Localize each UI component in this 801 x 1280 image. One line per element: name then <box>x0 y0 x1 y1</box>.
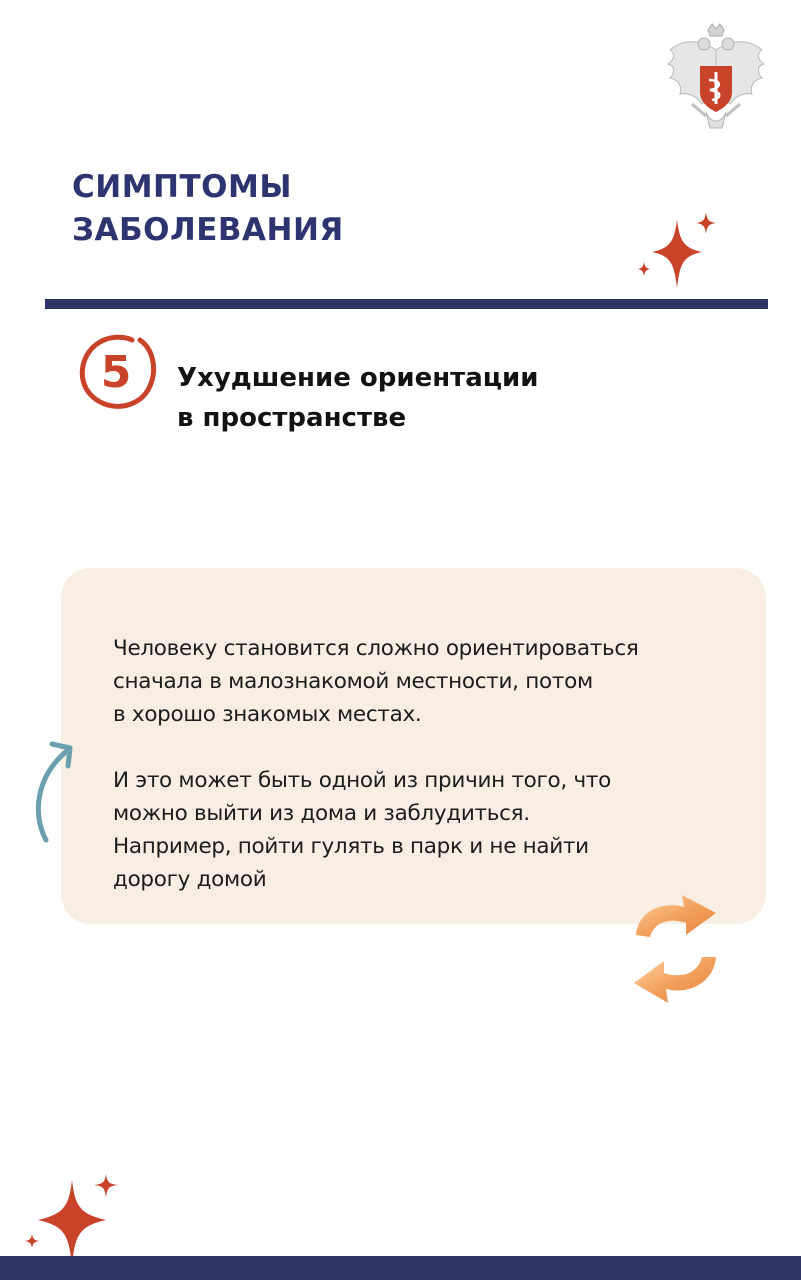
page-title-line-2: ЗАБОЛЕВАНИЯ <box>72 212 344 248</box>
page-title-line-1: СИМПТОМЫ <box>72 169 292 205</box>
paragraph-2 <box>113 764 743 896</box>
paragraph-2-line-2: можно выйти из дома и заблудиться. <box>113 801 530 826</box>
paragraph-2-line-4: дорогу домой <box>113 867 267 892</box>
page-title <box>72 166 344 252</box>
curved-arrow-icon <box>28 736 80 846</box>
info-card-text <box>113 632 743 896</box>
paragraph-1 <box>113 632 743 731</box>
paragraph-2-line-1: И это может быть одной из причин того, что <box>113 768 611 793</box>
symptom-title <box>177 358 539 438</box>
symptom-title-line-1: Ухудшение ориентации <box>177 363 539 393</box>
section-divider <box>45 299 768 309</box>
paragraph-2-line-3: Например, пойти гулять в парк и не найти <box>113 834 589 859</box>
sparkle-icon <box>630 208 725 298</box>
footer-bar <box>0 1256 801 1280</box>
paragraph-1-line-2: сначала в малознакомой местности, потом <box>113 669 593 694</box>
symptom-number: 5 <box>100 346 132 398</box>
symptom-title-line-2: в пространстве <box>177 403 407 433</box>
ministry-emblem-icon <box>662 20 770 138</box>
paragraph-1-line-3: в хорошо знакомых местах. <box>113 702 422 727</box>
refresh-arrows-icon <box>622 885 730 1015</box>
paragraph-1-line-1: Человеку становится сложно ориентироваться <box>113 636 639 661</box>
